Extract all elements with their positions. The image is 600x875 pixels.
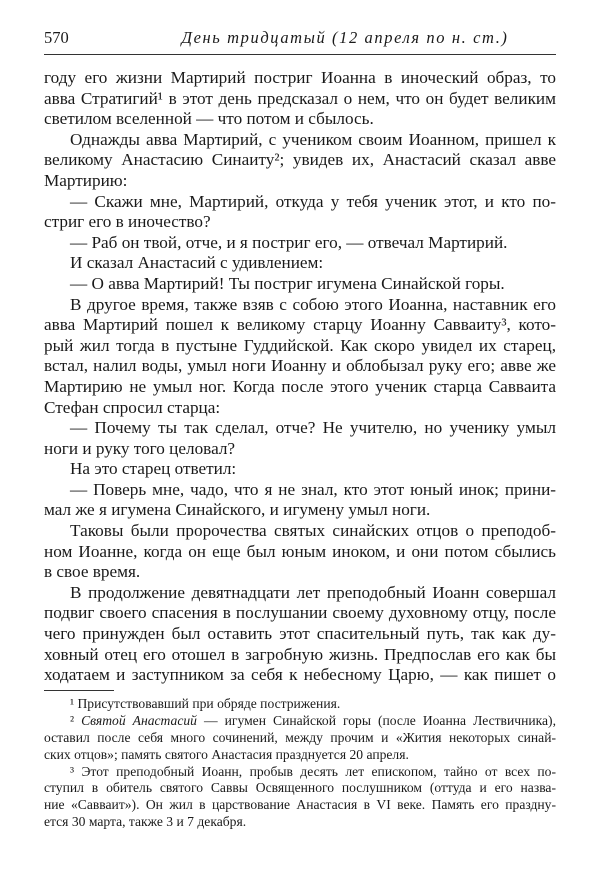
- text-line: — Раб он твой, отче, и я постриг его, — отвечал Мартирий.: [70, 232, 508, 252]
- text-line: авва Мартирий пошел к великому старцу Иоанну Савваиту³, кото-: [44, 315, 556, 335]
- text-line: великому Анастасию Синаиту²; увидев их, Анастасий сказал авве: [44, 150, 556, 170]
- text-line: ном Иоанне, когда он еще был юным иноком, и они потом сбылись: [44, 541, 556, 561]
- footnote-rule: [44, 690, 114, 691]
- text-line: авва Стратигий¹ в этот день предсказал о нем, что он будет великим: [44, 88, 556, 108]
- text-line: встал, налил воды, умыл ноги Иоанну и облобызал руку его; авве же: [44, 356, 556, 376]
- text-line: И сказал Анастасий с удивлением:: [70, 253, 324, 273]
- text-line: ходатаем и заступником за себя к небесному Царю, — как пишет о: [44, 665, 556, 685]
- body-text: [44, 68, 556, 686]
- text-line: году его жизни Мартирий постриг Иоанна в иноческий образ, то: [44, 68, 556, 87]
- text-line: ноги и руку того целовал?: [44, 438, 236, 458]
- page-number: 570: [44, 28, 69, 47]
- text-line: — Скажи мне, Мартирий, откуда у тебя ученик этот, и кто по-: [70, 191, 556, 211]
- footnote-line: ступил в обитель святого Саввы Освященного послушником (оттуда и его назва-: [44, 780, 556, 796]
- header-rule: [44, 54, 556, 55]
- text-line: в свое время.: [44, 562, 141, 582]
- text-line: стриг его в иночество?: [44, 212, 211, 232]
- running-title: День тридцатый (12 апреля по н. ст.): [181, 28, 509, 47]
- text-line: Мартирию:: [44, 170, 128, 190]
- footnotes: [44, 696, 556, 831]
- footnote-line: оставил после себя много сочинений, между прочим и «Жития некоторых синай-: [44, 729, 556, 745]
- text-line: Однажды авва Мартирий, с учеником своим Иоанном, пришел к: [70, 129, 556, 149]
- text-line: ховный отец его отошел в загробную жизнь. Предпослав его как бы: [44, 644, 556, 664]
- text-line: — О авва Мартирий! Ты постриг игумена Синайской горы.: [70, 273, 505, 293]
- text-line: чего принужден был оставить этот спасительный путь, так как ду-: [44, 624, 556, 644]
- text-line: подвиг своего спасения в послушании своему духовному отцу, после: [44, 603, 556, 623]
- text-line: Таковы были пророчества святых синайских отцов о преподоб-: [70, 521, 556, 541]
- text-line: — Почему ты так сделал, отче? Не учителю, но ученику умыл: [70, 418, 556, 438]
- text-line: Стефан спросил старца:: [44, 397, 221, 417]
- footnote-line: ских отцов»; память святого Анастасия празднуется 20 апреля.: [44, 746, 409, 762]
- page-header: [44, 26, 556, 50]
- text-line: — Поверь мне, чадо, что я не знал, кто этот юный инок; прини-: [70, 479, 556, 499]
- text-line: мал же я игумена Синайского, и игумену умыл ноги.: [44, 500, 431, 520]
- text-line: рый жил тогда в пустыне Гуддийской. Как скоро увидел их старец,: [44, 335, 556, 355]
- text-line: На это старец ответил:: [70, 459, 237, 479]
- text-line: Мартирию не умыл ног. Когда после этого ученик старца Савваита: [44, 376, 556, 396]
- footnote-line: ние «Савваит»). Он жил в царствование Анастасия в VI веке. Память его праздну-: [44, 797, 556, 813]
- text-line: В продолжение девятнадцати лет преподобный Иоанн совершал: [70, 582, 556, 602]
- text-line: В другое время, также взяв с собою этого Иоанна, наставник его: [70, 294, 556, 314]
- footnote-term: Святой Анастасий: [81, 712, 197, 728]
- text-line: светилом вселенной — что потом и сбылось.: [44, 109, 374, 129]
- footnote-line: ¹ Присутствовавший при обряде пострижения.: [70, 696, 341, 711]
- footnote-line: ется 30 марта, также 3 и 7 декабря.: [44, 814, 247, 830]
- footnote-line: ³ Этот преподобный Иоанн, пробыв десять лет епископом, тайно от всех по-: [70, 763, 556, 779]
- footnote-line: ² Святой Анастасий — игумен Синайской горы (после Иоанна Лествичника),: [70, 712, 556, 728]
